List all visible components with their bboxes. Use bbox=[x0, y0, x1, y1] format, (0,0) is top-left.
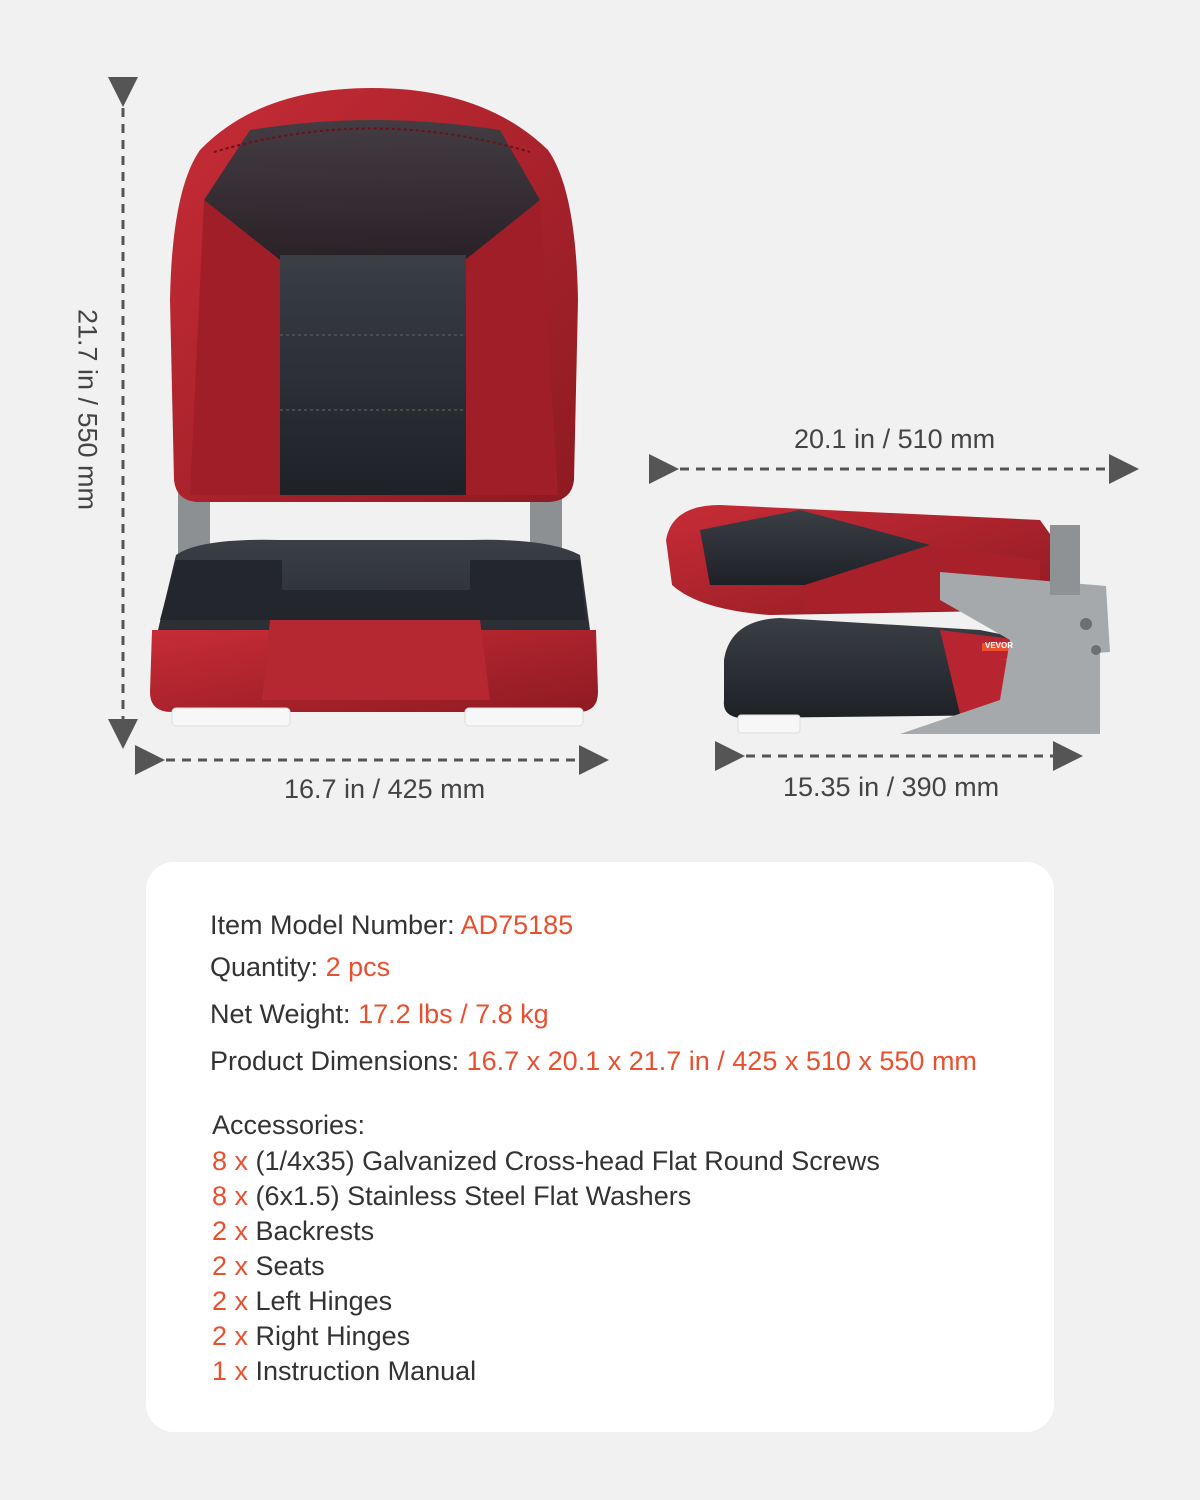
spec-label: Item Model Number: bbox=[210, 910, 461, 940]
item-name: Seats bbox=[255, 1251, 325, 1281]
item-quantity: 8 x bbox=[212, 1146, 256, 1176]
vevor-tag: VEVOR bbox=[985, 641, 1014, 650]
spec-value: AD75185 bbox=[460, 910, 574, 940]
folded-seat-image bbox=[666, 505, 1110, 734]
accessories-title: Accessories: bbox=[212, 1110, 366, 1140]
front-width-dimension-label: 16.7 in / 425 mm bbox=[284, 774, 486, 804]
spec-value: 2 pcs bbox=[325, 952, 391, 982]
side-width-dimension-label: 15.35 in / 390 mm bbox=[783, 772, 1000, 802]
spec-value: 17.2 lbs / 7.8 kg bbox=[358, 999, 549, 1029]
height-dimension-label: 21.7 in / 550 mm bbox=[72, 308, 103, 511]
item-quantity: 2 x bbox=[212, 1321, 256, 1351]
front-seat-image bbox=[150, 88, 598, 726]
item-name: Instruction Manual bbox=[255, 1356, 477, 1386]
accessories-list bbox=[212, 1144, 880, 1389]
item-name: (6x1.5) Stainless Steel Flat Washers bbox=[255, 1181, 692, 1211]
item-quantity: 2 x bbox=[212, 1216, 256, 1246]
spec-quantity bbox=[210, 952, 390, 983]
item-quantity: 1 x bbox=[212, 1356, 256, 1386]
list-item bbox=[212, 1319, 880, 1354]
list-item bbox=[212, 1214, 880, 1249]
spec-label: Quantity: bbox=[210, 952, 326, 982]
list-item bbox=[212, 1354, 880, 1389]
spec-product-dimensions bbox=[210, 1046, 977, 1077]
spec-label: Net Weight: bbox=[210, 999, 359, 1029]
spec-model-number bbox=[210, 910, 573, 941]
spec-net-weight bbox=[210, 999, 549, 1030]
spec-label: Product Dimensions: bbox=[210, 1046, 467, 1076]
item-name: (1/4x35) Galvanized Cross-head Flat Round Screws bbox=[255, 1146, 880, 1176]
item-name: Left Hinges bbox=[255, 1286, 393, 1316]
item-name: Right Hinges bbox=[255, 1321, 411, 1351]
list-item bbox=[212, 1284, 880, 1319]
spec-value: 16.7 x 20.1 x 21.7 in / 425 x 510 x 550 mm bbox=[466, 1046, 977, 1076]
item-quantity: 2 x bbox=[212, 1286, 256, 1316]
item-quantity: 8 x bbox=[212, 1181, 256, 1211]
folded-depth-dimension-label: 20.1 in / 510 mm bbox=[794, 424, 996, 454]
list-item bbox=[212, 1249, 880, 1284]
list-item bbox=[212, 1179, 880, 1214]
specifications-card bbox=[146, 862, 1054, 1432]
item-name: Backrests bbox=[255, 1216, 375, 1246]
list-item bbox=[212, 1144, 880, 1179]
item-quantity: 2 x bbox=[212, 1251, 256, 1281]
